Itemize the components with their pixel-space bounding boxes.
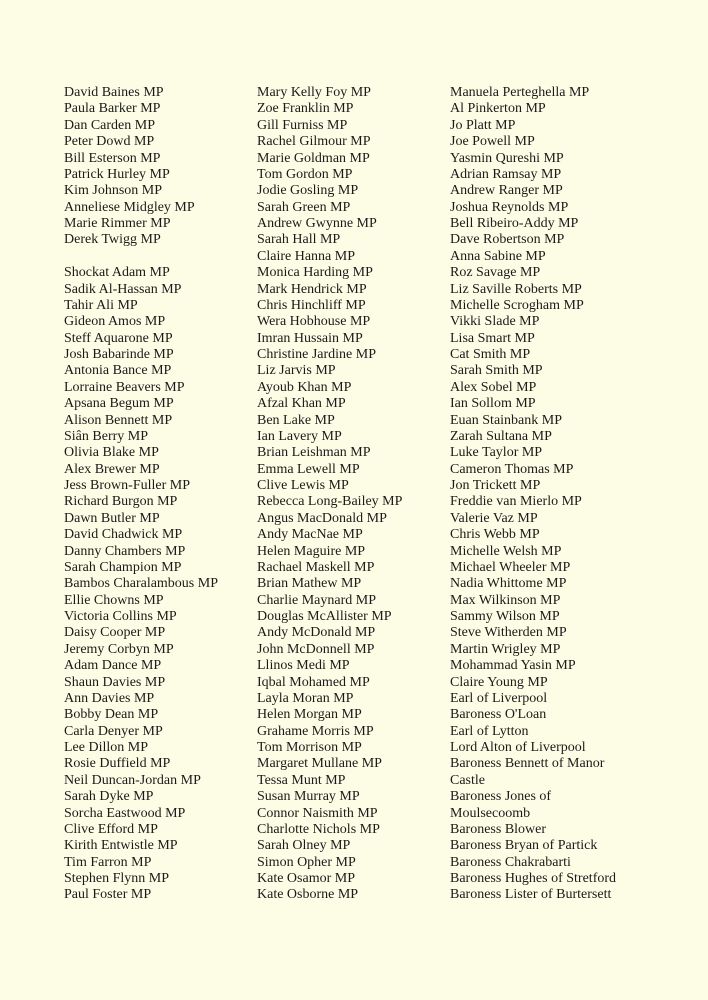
signatory-name: Siân Berry MP [64, 428, 148, 444]
signatory-name: Helen Maguire MP [257, 543, 366, 559]
signatory-name: Joshua Reynolds MP [450, 199, 569, 215]
signatory-name: Sarah Olney MP [257, 838, 351, 854]
signatory-name: Susan Murray MP [257, 789, 360, 805]
signatory-name: Douglas McAllister MP [257, 609, 392, 624]
signatory-column-1 [64, 85, 264, 904]
signatory-name: Manuela Perteghella MP [450, 85, 590, 100]
signatory-name: Mark Hendrick MP [257, 281, 367, 297]
signatory-name: Michelle Welsh MP [450, 543, 562, 559]
signatory-name: Steff Aquarone MP [64, 330, 173, 346]
signatory-name: Tim Farron MP [64, 854, 152, 870]
signatory-name: Joe Powell MP [450, 134, 535, 150]
signatory-name: Mohammad Yasin MP [450, 658, 576, 674]
signatory-name: Ayoub Khan MP [257, 379, 352, 395]
signatory-name: Apsana Begum MP [64, 396, 174, 412]
signatory-name: Valerie Vaz MP [450, 510, 538, 526]
signatory-name: Baroness Hughes of Stretford [450, 871, 617, 886]
signatory-name: Sadik Al-Hassan MP [64, 281, 182, 297]
signatory-name: Earl of Liverpool [450, 690, 548, 706]
signatory-name: Helen Morgan MP [257, 707, 362, 723]
signatory-name: Marie Goldman MP [257, 150, 370, 166]
signatory-name: Nadia Whittome MP [450, 576, 567, 592]
signatory-name: Baroness O'Loan [450, 707, 547, 723]
signatory-name: Kim Johnson MP [64, 183, 163, 199]
signatory-name: Tom Gordon MP [257, 166, 353, 182]
signatory-name: Sorcha Eastwood MP [64, 805, 186, 821]
signatory-name: Gill Furniss MP [257, 117, 348, 133]
signatory-name: Castle [450, 772, 485, 788]
signatory-name: Rosie Duffield MP [64, 756, 171, 772]
signatory-name: Dan Carden MP [64, 117, 155, 133]
signatory-name: Ann Davies MP [64, 690, 155, 706]
signatory-column-3 [450, 85, 700, 904]
signatory-name: Jo Platt MP [450, 117, 516, 133]
signatory-name: Andrew Gwynne MP [257, 216, 377, 231]
signatory-name: Baroness Chakrabarti [450, 854, 571, 870]
signatory-name: Paul Foster MP [64, 887, 152, 903]
signatory-name: Emma Lewell MP [257, 461, 360, 477]
signatory-name: Zarah Sultana MP [450, 428, 552, 444]
signatory-name: Sarah Hall MP [257, 232, 341, 248]
signatory-name: Kate Osamor MP [257, 871, 355, 886]
signatory-name: Monica Harding MP [257, 265, 373, 281]
signatory-name: Chris Webb MP [450, 527, 540, 543]
signatory-name: Baroness Bryan of Partick [450, 838, 598, 854]
signatory-name: Sarah Smith MP [450, 363, 543, 379]
signatory-name: Sarah Green MP [257, 199, 351, 215]
signatory-name: Jodie Gosling MP [257, 183, 359, 199]
signatory-name: Neil Duncan-Jordan MP [64, 772, 201, 788]
signatory-name: Steve Witherden MP [450, 625, 567, 641]
signatory-name: Michelle Scrogham MP [450, 297, 584, 313]
signatory-name: Margaret Mullane MP [257, 756, 382, 772]
signatory-name: Cat Smith MP [450, 347, 531, 362]
signatory-name: Baroness Blower [450, 821, 547, 837]
signatory-name: Martin Wrigley MP [450, 641, 561, 657]
signatory-name: Rachael Maskell MP [257, 559, 375, 575]
signatory-name: Claire Hanna MP [257, 248, 355, 264]
signatory-name: Lee Dillon MP [64, 740, 148, 755]
signatory-name: Layla Moran MP [257, 690, 354, 706]
signatory-name: Bell Ribeiro-Addy MP [450, 216, 579, 231]
signatory-name: Yasmin Qureshi MP [450, 150, 564, 166]
signatory-name: Vikki Slade MP [450, 314, 540, 330]
signatory-name: Sarah Champion MP [64, 559, 182, 575]
signatory-name: Wera Hobhouse MP [257, 314, 371, 330]
signatory-name: Tom Morrison MP [257, 740, 362, 755]
signatory-name: Ben Lake MP [257, 412, 335, 428]
signatory-name: Lisa Smart MP [450, 330, 535, 346]
signatory-name: Lorraine Beavers MP [64, 379, 185, 395]
signatory-name: Zoe Franklin MP [257, 101, 354, 117]
signatory-name: Claire Young MP [450, 674, 548, 690]
signatory-name: Max Wilkinson MP [450, 592, 561, 608]
signatory-name: Chris Hinchliff MP [257, 297, 366, 313]
signatory-name: Anneliese Midgley MP [64, 199, 195, 215]
signatory-name: Clive Efford MP [64, 821, 158, 837]
signatory-name: Brian Mathew MP [257, 576, 362, 592]
signatory-name: Shaun Davies MP [64, 674, 166, 690]
signatory-name: Afzal Khan MP [257, 396, 346, 412]
signatory-name: Cameron Thomas MP [450, 461, 574, 477]
signatory-name: Moulsecoomb [450, 805, 531, 821]
signatory-name: Adam Dance MP [64, 658, 162, 674]
signatory-name: Sammy Wilson MP [450, 609, 560, 624]
signatory-name: Paula Barker MP [64, 101, 161, 117]
signatory-name: Dawn Butler MP [64, 510, 160, 526]
signatory-name: Alex Sobel MP [450, 379, 537, 395]
signatory-name: Sarah Dyke MP [64, 789, 154, 805]
signatory-name: Ellie Chowns MP [64, 592, 164, 608]
signatory-name: Danny Chambers MP [64, 543, 186, 559]
signatory-name: Peter Dowd MP [64, 134, 155, 150]
signatory-name: Richard Burgon MP [64, 494, 178, 510]
signatory-name: Daisy Cooper MP [64, 625, 166, 641]
signatory-name: Victoria Collins MP [64, 609, 177, 624]
signatory-name: Ian Sollom MP [450, 396, 536, 412]
signatory-name: Earl of Lytton [450, 723, 529, 739]
signatory-name: Angus MacDonald MP [257, 510, 387, 526]
signatory-name: Patrick Hurley MP [64, 166, 170, 182]
signatory-name: Tahir Ali MP [64, 297, 138, 313]
signatory-name: David Baines MP [64, 85, 164, 100]
signatory-name: Rachel Gilmour MP [257, 134, 371, 150]
signatory-name: Baroness Lister of Burtersett [450, 887, 612, 903]
signatory-name: Baroness Jones of [450, 789, 552, 805]
signatory-name: Shockat Adam MP [64, 265, 170, 281]
signatory-name: Rebecca Long-Bailey MP [257, 494, 403, 510]
signatory-name: John McDonnell MP [257, 641, 375, 657]
signatory-name: Imran Hussain MP [257, 330, 363, 346]
signatory-name: Andrew Ranger MP [450, 183, 563, 199]
signatory-name: Carla Denyer MP [64, 723, 163, 739]
signatory-name: Lord Alton of Liverpool [450, 740, 586, 755]
signatory-name: Liz Jarvis MP [257, 363, 336, 379]
signatory-name: Roz Savage MP [450, 265, 541, 281]
signatory-name: Marie Rimmer MP [64, 216, 171, 231]
signatory-name: Charlie Maynard MP [257, 592, 376, 608]
signatory-name: Brian Leishman MP [257, 445, 371, 461]
signatory-name: Andy MacNae MP [257, 527, 363, 543]
signatory-name: Stephen Flynn MP [64, 871, 170, 886]
signatory-name: Connor Naismith MP [257, 805, 378, 821]
signatory-name: Derek Twigg MP [64, 232, 161, 248]
signatory-name: Simon Opher MP [257, 854, 356, 870]
blank-spacer [64, 249, 264, 265]
signatory-name: Antonia Bance MP [64, 363, 172, 379]
signatory-name: Christine Jardine MP [257, 347, 376, 362]
signatory-name: Baroness Bennett of Manor [450, 756, 605, 772]
signatory-name: Adrian Ramsay MP [450, 166, 562, 182]
signatory-name: Andy McDonald MP [257, 625, 376, 641]
signatory-name: Luke Taylor MP [450, 445, 543, 461]
signatory-name: David Chadwick MP [64, 527, 183, 543]
signatory-name: Clive Lewis MP [257, 478, 349, 493]
signatory-name: Al Pinkerton MP [450, 101, 546, 117]
signatory-name: Anna Sabine MP [450, 248, 546, 264]
signatory-name: Gideon Amos MP [64, 314, 166, 330]
signatory-name: Alison Bennett MP [64, 412, 173, 428]
signatory-name: Jeremy Corbyn MP [64, 641, 174, 657]
signatory-name: Euan Stainbank MP [450, 412, 562, 428]
signatory-name: Josh Babarinde MP [64, 347, 174, 362]
signatory-name: Olivia Blake MP [64, 445, 159, 461]
signatory-column-2 [257, 85, 457, 904]
signatory-name: Kate Osborne MP [257, 887, 359, 903]
signatory-name: Michael Wheeler MP [450, 559, 571, 575]
signatory-name: Dave Robertson MP [450, 232, 565, 248]
signatory-name: Jess Brown-Fuller MP [64, 478, 191, 493]
signatory-name: Alex Brewer MP [64, 461, 160, 477]
signatory-name: Tessa Munt MP [257, 772, 346, 788]
signatory-name: Jon Trickett MP [450, 478, 541, 493]
signatory-name: Mary Kelly Foy MP [257, 85, 371, 100]
signatory-name: Ian Lavery MP [257, 428, 342, 444]
signatory-name: Grahame Morris MP [257, 723, 374, 739]
signatory-name: Charlotte Nichols MP [257, 821, 380, 837]
signatory-name: Kirith Entwistle MP [64, 838, 178, 854]
signatory-name: Bambos Charalambous MP [64, 576, 218, 592]
signatory-name: Freddie van Mierlo MP [450, 494, 582, 510]
signatory-name: Bill Esterson MP [64, 150, 161, 166]
signatory-name: Liz Saville Roberts MP [450, 281, 582, 297]
signatory-name: Llinos Medi MP [257, 658, 350, 674]
signatory-name: Bobby Dean MP [64, 707, 159, 723]
signatory-name: Iqbal Mohamed MP [257, 674, 370, 690]
